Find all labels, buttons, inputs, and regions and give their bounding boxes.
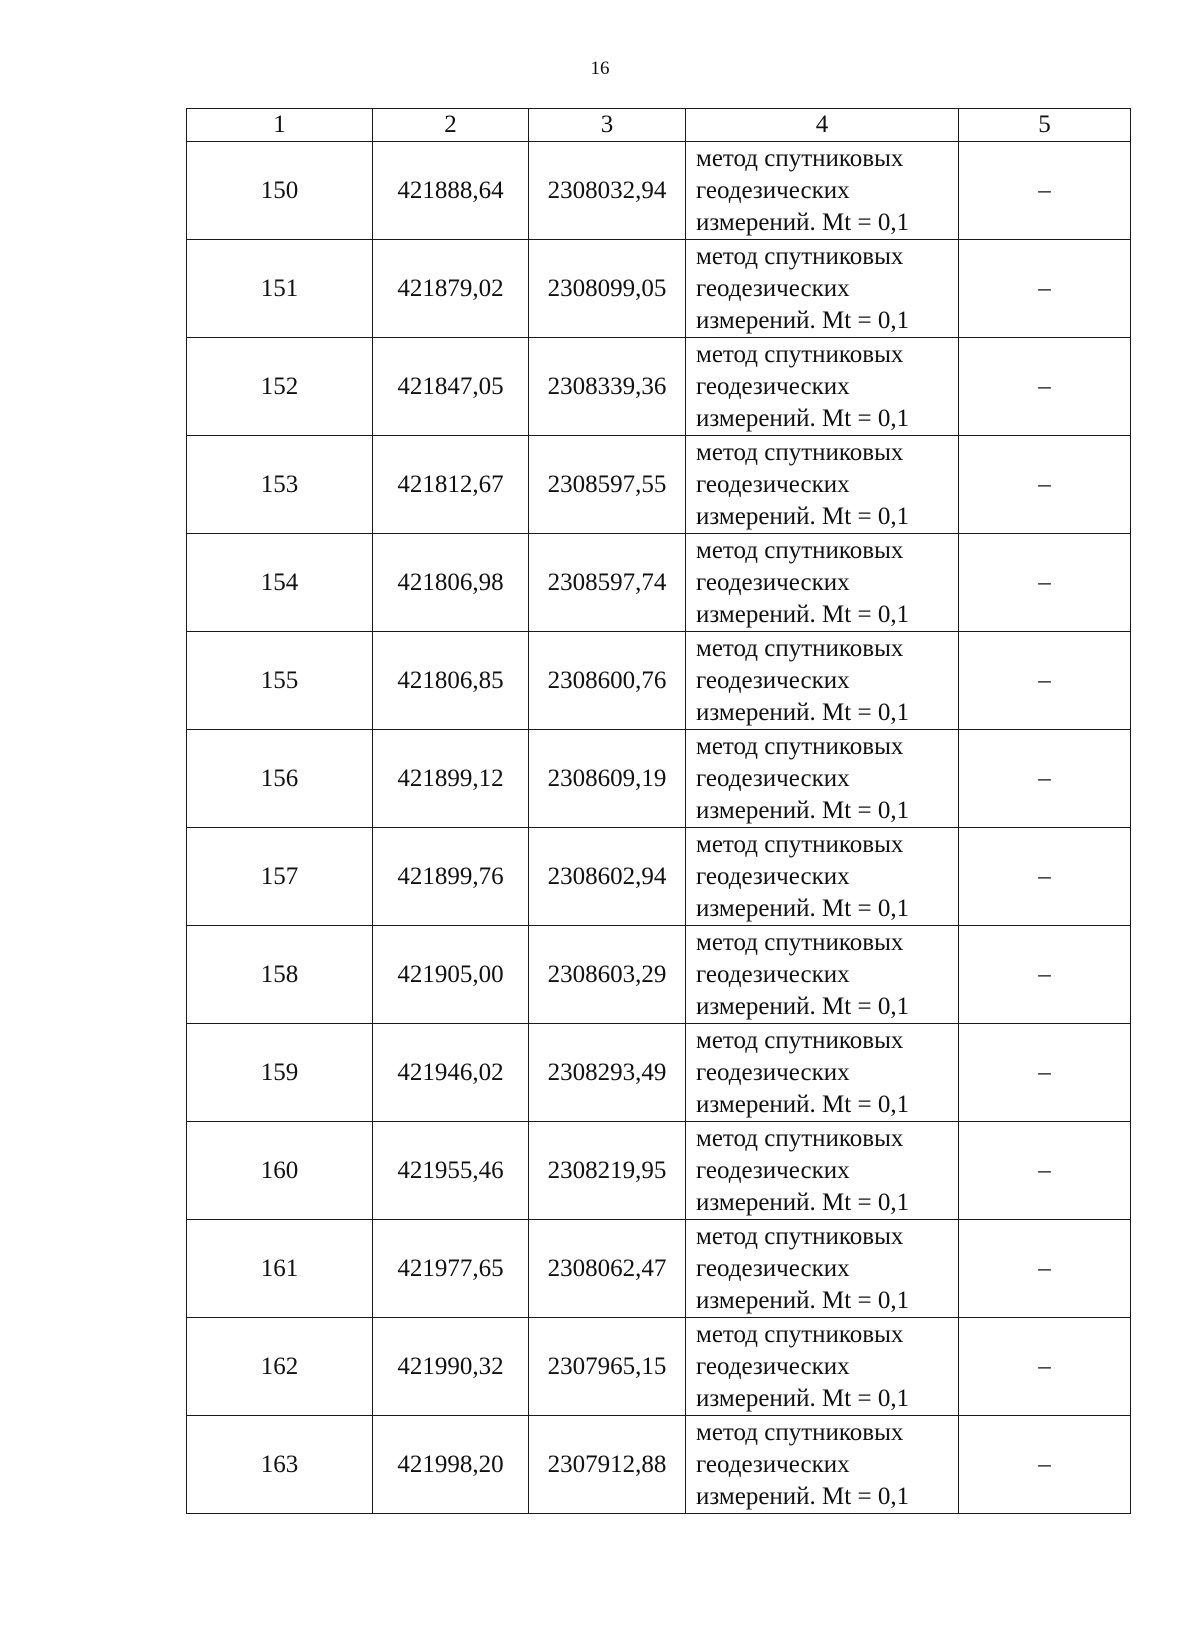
method-line: измерений. Mt = 0,1 bbox=[696, 1482, 910, 1510]
table-row bbox=[187, 632, 1131, 730]
method-line: геодезических bbox=[696, 1058, 850, 1086]
note-cell: – bbox=[959, 436, 1131, 534]
point-number-cell: 152 bbox=[187, 338, 373, 436]
method-line: геодезических bbox=[696, 274, 850, 302]
column-header-2: 2 bbox=[373, 109, 529, 142]
method-line: измерений. Mt = 0,1 bbox=[696, 992, 910, 1020]
note-cell: – bbox=[959, 1122, 1131, 1220]
y-coordinate-cell: 2308219,95 bbox=[529, 1122, 686, 1220]
note-cell: – bbox=[959, 338, 1131, 436]
y-coordinate-cell: 2308339,36 bbox=[529, 338, 686, 436]
note-cell: – bbox=[959, 926, 1131, 1024]
table-header bbox=[187, 109, 1131, 142]
x-coordinate-cell: 421806,98 bbox=[373, 534, 529, 632]
table-row bbox=[187, 240, 1131, 338]
point-number-cell: 151 bbox=[187, 240, 373, 338]
method-cell bbox=[686, 1318, 959, 1416]
table-row bbox=[187, 1416, 1131, 1514]
table-row bbox=[187, 436, 1131, 534]
table-row bbox=[187, 926, 1131, 1024]
column-header-3: 3 bbox=[529, 109, 686, 142]
y-coordinate-cell: 2308597,74 bbox=[529, 534, 686, 632]
point-number-cell: 153 bbox=[187, 436, 373, 534]
coordinates-table bbox=[186, 108, 1131, 1514]
y-coordinate-cell: 2308600,76 bbox=[529, 632, 686, 730]
method-line: метод спутниковых bbox=[696, 1222, 904, 1250]
method-line: измерений. Mt = 0,1 bbox=[696, 894, 910, 922]
method-line: метод спутниковых bbox=[696, 1320, 904, 1348]
method-line: геодезических bbox=[696, 1156, 850, 1184]
method-line: измерений. Mt = 0,1 bbox=[696, 502, 910, 530]
x-coordinate-cell: 421847,05 bbox=[373, 338, 529, 436]
method-line: геодезических bbox=[696, 862, 850, 890]
method-cell bbox=[686, 436, 959, 534]
method-line: измерений. Mt = 0,1 bbox=[696, 1286, 910, 1314]
method-line: метод спутниковых bbox=[696, 830, 904, 858]
column-header-5: 5 bbox=[959, 109, 1131, 142]
method-line: геодезических bbox=[696, 666, 850, 694]
method-line: геодезических bbox=[696, 1254, 850, 1282]
table-row bbox=[187, 730, 1131, 828]
method-line: метод спутниковых bbox=[696, 634, 904, 662]
point-number-cell: 154 bbox=[187, 534, 373, 632]
column-header-1: 1 bbox=[187, 109, 373, 142]
method-cell bbox=[686, 1024, 959, 1122]
note-cell: – bbox=[959, 240, 1131, 338]
x-coordinate-cell: 421888,64 bbox=[373, 142, 529, 240]
method-line: измерений. Mt = 0,1 bbox=[696, 1090, 910, 1118]
x-coordinate-cell: 421899,76 bbox=[373, 828, 529, 926]
table-row bbox=[187, 1122, 1131, 1220]
point-number-cell: 156 bbox=[187, 730, 373, 828]
y-coordinate-cell: 2308099,05 bbox=[529, 240, 686, 338]
point-number-cell: 158 bbox=[187, 926, 373, 1024]
x-coordinate-cell: 421998,20 bbox=[373, 1416, 529, 1514]
method-line: измерений. Mt = 0,1 bbox=[696, 1188, 910, 1216]
x-coordinate-cell: 421905,00 bbox=[373, 926, 529, 1024]
x-coordinate-cell: 421955,46 bbox=[373, 1122, 529, 1220]
method-cell bbox=[686, 338, 959, 436]
table-row bbox=[187, 828, 1131, 926]
table-row bbox=[187, 1220, 1131, 1318]
table-row bbox=[187, 534, 1131, 632]
method-line: измерений. Mt = 0,1 bbox=[696, 306, 910, 334]
note-cell: – bbox=[959, 828, 1131, 926]
y-coordinate-cell: 2308609,19 bbox=[529, 730, 686, 828]
table-row bbox=[187, 338, 1131, 436]
method-line: геодезических bbox=[696, 764, 850, 792]
method-line: измерений. Mt = 0,1 bbox=[696, 796, 910, 824]
point-number-cell: 161 bbox=[187, 1220, 373, 1318]
method-line: метод спутниковых bbox=[696, 732, 904, 760]
method-cell bbox=[686, 1122, 959, 1220]
note-cell: – bbox=[959, 632, 1131, 730]
method-line: измерений. Mt = 0,1 bbox=[696, 208, 910, 236]
point-number-cell: 155 bbox=[187, 632, 373, 730]
method-line: метод спутниковых bbox=[696, 144, 904, 172]
note-cell: – bbox=[959, 534, 1131, 632]
page-number: 16 bbox=[590, 58, 610, 79]
note-cell: – bbox=[959, 1024, 1131, 1122]
x-coordinate-cell: 421879,02 bbox=[373, 240, 529, 338]
method-line: геодезических bbox=[696, 960, 850, 988]
method-line: измерений. Mt = 0,1 bbox=[696, 404, 910, 432]
method-line: геодезических bbox=[696, 1450, 850, 1478]
y-coordinate-cell: 2308032,94 bbox=[529, 142, 686, 240]
note-cell: – bbox=[959, 1220, 1131, 1318]
header-row bbox=[187, 109, 1131, 142]
note-cell: – bbox=[959, 142, 1131, 240]
method-cell bbox=[686, 1220, 959, 1318]
column-header-4: 4 bbox=[686, 109, 959, 142]
method-cell bbox=[686, 926, 959, 1024]
point-number-cell: 163 bbox=[187, 1416, 373, 1514]
note-cell: – bbox=[959, 730, 1131, 828]
y-coordinate-cell: 2308603,29 bbox=[529, 926, 686, 1024]
point-number-cell: 159 bbox=[187, 1024, 373, 1122]
table-row bbox=[187, 1024, 1131, 1122]
method-line: геодезических bbox=[696, 470, 850, 498]
table-row bbox=[187, 1318, 1131, 1416]
method-line: метод спутниковых bbox=[696, 1124, 904, 1152]
x-coordinate-cell: 421977,65 bbox=[373, 1220, 529, 1318]
y-coordinate-cell: 2308602,94 bbox=[529, 828, 686, 926]
y-coordinate-cell: 2307912,88 bbox=[529, 1416, 686, 1514]
point-number-cell: 150 bbox=[187, 142, 373, 240]
x-coordinate-cell: 421812,67 bbox=[373, 436, 529, 534]
point-number-cell: 162 bbox=[187, 1318, 373, 1416]
method-line: измерений. Mt = 0,1 bbox=[696, 600, 910, 628]
method-cell bbox=[686, 730, 959, 828]
method-line: метод спутниковых bbox=[696, 1418, 904, 1446]
y-coordinate-cell: 2308597,55 bbox=[529, 436, 686, 534]
x-coordinate-cell: 421806,85 bbox=[373, 632, 529, 730]
point-number-cell: 160 bbox=[187, 1122, 373, 1220]
method-cell bbox=[686, 240, 959, 338]
method-cell bbox=[686, 142, 959, 240]
method-line: геодезических bbox=[696, 568, 850, 596]
method-line: метод спутниковых bbox=[696, 242, 904, 270]
note-cell: – bbox=[959, 1318, 1131, 1416]
method-line: измерений. Mt = 0,1 bbox=[696, 1384, 910, 1412]
x-coordinate-cell: 421899,12 bbox=[373, 730, 529, 828]
method-line: геодезических bbox=[696, 372, 850, 400]
method-line: измерений. Mt = 0,1 bbox=[696, 698, 910, 726]
y-coordinate-cell: 2308062,47 bbox=[529, 1220, 686, 1318]
note-cell: – bbox=[959, 1416, 1131, 1514]
method-line: метод спутниковых bbox=[696, 536, 904, 564]
method-cell bbox=[686, 632, 959, 730]
method-line: метод спутниковых bbox=[696, 928, 904, 956]
x-coordinate-cell: 421990,32 bbox=[373, 1318, 529, 1416]
method-line: метод спутниковых bbox=[696, 1026, 904, 1054]
method-line: геодезических bbox=[696, 1352, 850, 1380]
method-line: геодезических bbox=[696, 176, 850, 204]
table-body bbox=[187, 142, 1131, 1514]
method-cell bbox=[686, 534, 959, 632]
table-row bbox=[187, 142, 1131, 240]
point-number-cell: 157 bbox=[187, 828, 373, 926]
y-coordinate-cell: 2308293,49 bbox=[529, 1024, 686, 1122]
method-cell bbox=[686, 1416, 959, 1514]
method-cell bbox=[686, 828, 959, 926]
method-line: метод спутниковых bbox=[696, 340, 904, 368]
x-coordinate-cell: 421946,02 bbox=[373, 1024, 529, 1122]
y-coordinate-cell: 2307965,15 bbox=[529, 1318, 686, 1416]
method-line: метод спутниковых bbox=[696, 438, 904, 466]
